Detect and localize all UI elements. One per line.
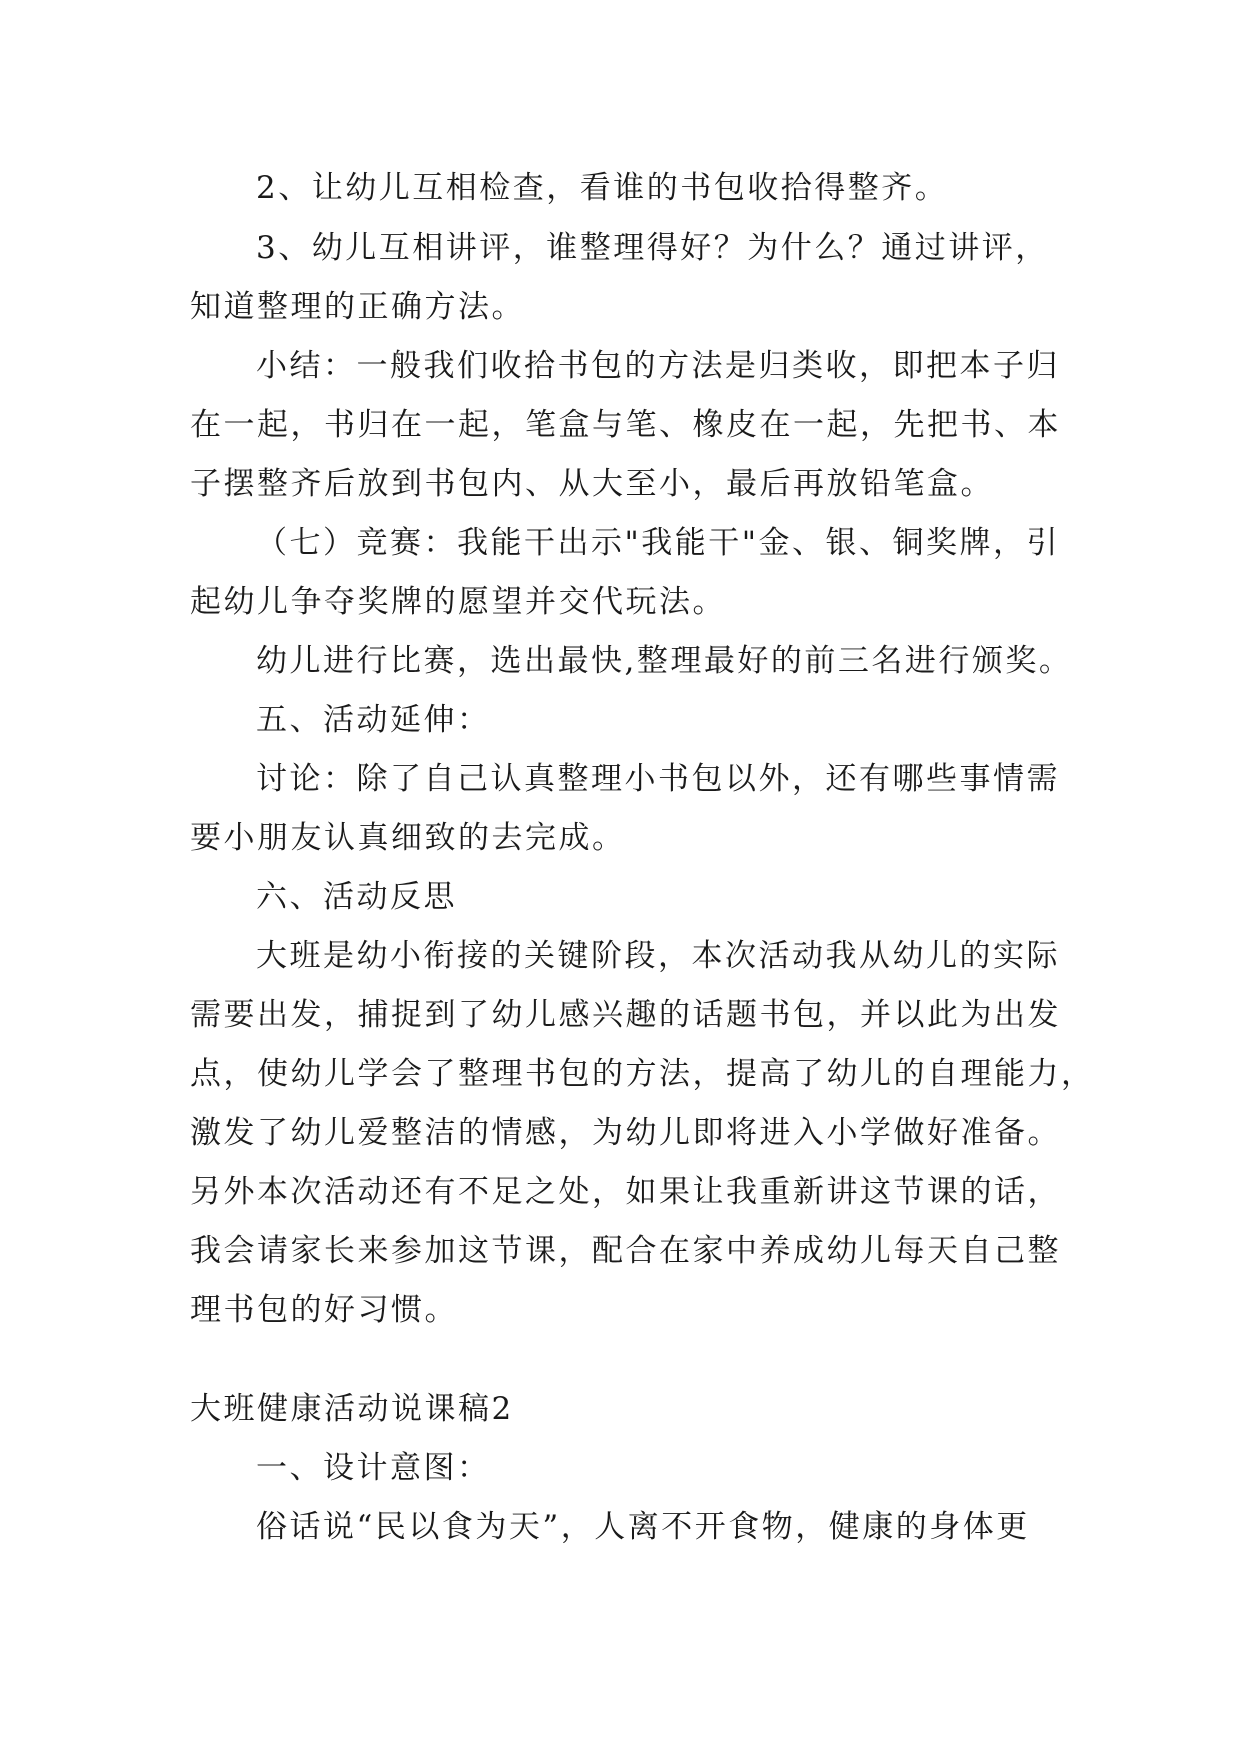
text-line: 知道整理的正确方法。 (190, 289, 525, 325)
text-line: 激发了幼儿爱整洁的情感，为幼儿即将进入小学做好准备。 (190, 1115, 1061, 1151)
text-line: 要小朋友认真细致的去完成。 (190, 820, 626, 856)
document-title: 大班健康活动说课稿2 (190, 1391, 514, 1427)
text-line: 小结：一般我们收拾书包的方法是归类收，即把本子归 (256, 348, 1060, 384)
section-heading: 一、设计意图： (256, 1450, 491, 1486)
text-line: 起幼儿争夺奖牌的愿望并交代玩法。 (190, 584, 726, 620)
text-line: 3、幼儿互相讲评，谁整理得好？为什么？通过讲评， (256, 230, 1049, 266)
text-line: 讨论：除了自己认真整理小书包以外，还有哪些事情需 (256, 761, 1060, 797)
text-line: 2、让幼儿互相检查，看谁的书包收拾得整齐。 (256, 170, 949, 206)
text-line: 子摆整齐后放到书包内、从大至小，最后再放铅笔盒。 (190, 466, 994, 502)
text-line: （七）竞赛：我能干出示"我能干"金、银、铜奖牌，引 (256, 525, 1061, 561)
text-line: 点，使幼儿学会了整理书包的方法，提高了幼儿的自理能力， (190, 1056, 1095, 1092)
section-heading: 五、活动延伸： (256, 702, 491, 738)
text-line: 大班是幼小衔接的关键阶段，本次活动我从幼儿的实际 (256, 938, 1060, 974)
text-line: 另外本次活动还有不足之处，如果让我重新讲这节课的话， (190, 1174, 1061, 1210)
text-line: 俗话说“民以食为天”，人离不开食物，健康的身体更 (256, 1509, 1030, 1545)
text-line: 在一起，书归在一起，笔盒与笔、橡皮在一起，先把书、本 (190, 407, 1061, 443)
text-line: 幼儿进行比赛，选出最快,整理最好的前三名进行颁奖。 (256, 643, 1073, 679)
section-heading: 六、活动反思 (256, 879, 457, 915)
text-line: 需要出发，捕捉到了幼儿感兴趣的话题书包，并以此为出发 (190, 997, 1061, 1033)
text-line: 我会请家长来参加这节课，配合在家中养成幼儿每天自己整 (190, 1233, 1061, 1269)
text-line: 理书包的好习惯。 (190, 1292, 458, 1328)
